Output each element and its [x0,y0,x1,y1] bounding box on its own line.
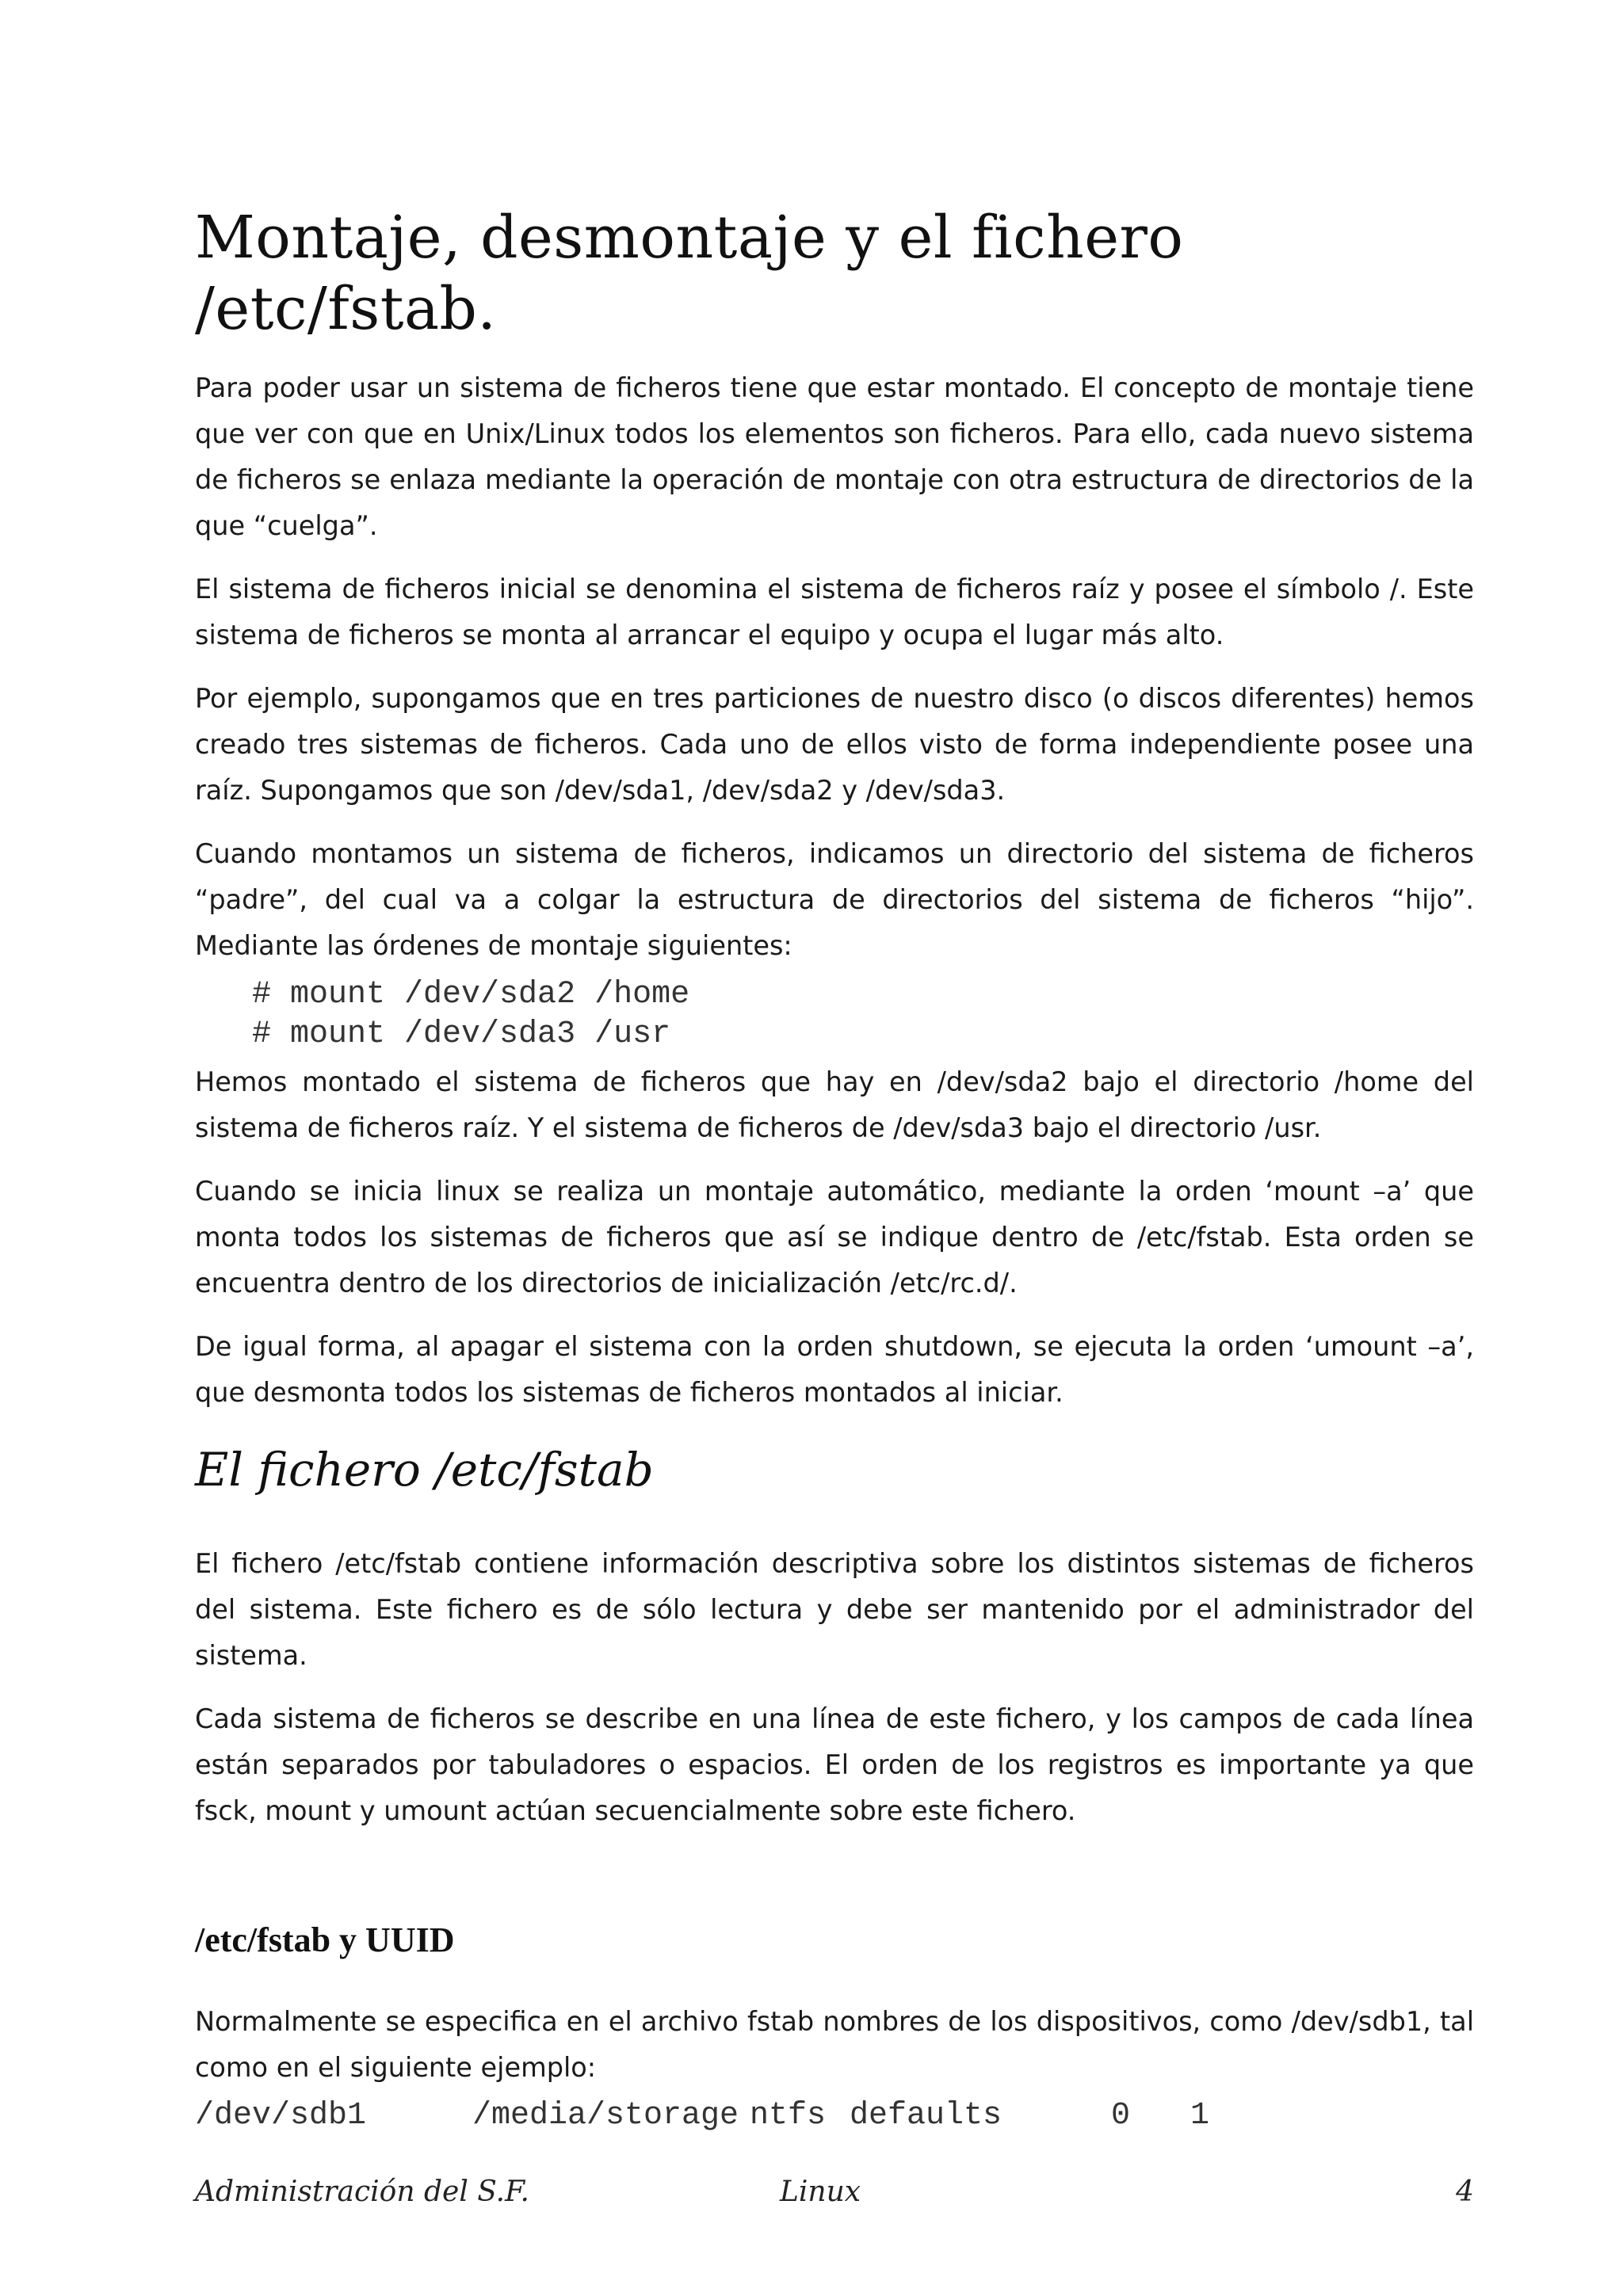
fstab-pass: 1 [1190,2098,1210,2134]
fstab-options: defaults [850,2098,1002,2134]
fstab-dump: 0 [1111,2098,1131,2134]
mount-commands-block [252,975,1474,1055]
page-title: Montaje, desmontaje y el fichero /etc/fstab. [195,204,1184,343]
fstab-mount-point: /media/storage [472,2098,739,2134]
fstab-device: /dev/sdb1 [195,2098,367,2134]
paragraph: Por ejemplo, supongamos que en tres particiones de nuestro disco (o discos diferentes) hemos creado tres sistemas de ficheros. Cada uno de ellos visto de forma independiente posee una raíz. Supongamos que son /dev/sda1, /dev/sda2 y /dev/sda3. [195,683,1474,806]
code-line: # mount /dev/sda3 /usr [252,1016,671,1052]
section-title: El fichero /etc/fstab [195,1443,654,1497]
fstab-example-line [195,2096,1474,2137]
paragraph: Hemos montado el sistema de ficheros que hay en /dev/sda2 bajo el directorio /home del sistema de ficheros raíz. Y el sistema de ficheros de /dev/sda3 bajo el directorio /usr. [195,1066,1474,1143]
paragraph: El sistema de ficheros inicial se denomina el sistema de ficheros raíz y posee el símbolo /. Este sistema de ficheros se monta al arrancar el equipo y ocupa el lugar más alto. [195,574,1474,650]
paragraph: Normalmente se especifica en el archivo fstab nombres de los dispositivos, como /dev/sdb1, tal como en el siguiente ejemplo: [195,2006,1474,2083]
paragraph: De igual forma, al apagar el sistema con la orden shutdown, se ejecuta la orden ‘umount –a’, que desmonta todos los sistemas de ficheros montados al iniciar. [195,1331,1474,1408]
paragraph: Cada sistema de ficheros se describe en una línea de este fichero, y los campos de cada línea están separados por tabuladores o espacios. El orden de los registros es importante ya que fsck, mount y umount actúan secuencialmente sobre este fichero. [195,1703,1474,1826]
paragraph: Para poder usar un sistema de ficheros tiene que estar montado. El concepto de montaje tiene que ver con que en Unix/Linux todos los elementos son ficheros. Para ello, cada nuevo sistema de ficheros se enlaza mediante la operación de montaje con otra estructura de directorios de la que “cuelga”. [195,372,1474,541]
paragraph: Cuando montamos un sistema de ficheros, indicamos un directorio del sistema de ficheros “padre”, del cual va a colgar la estructura de directorios del sistema de ficheros “hijo”. Mediante las órdenes de montaje siguientes: [195,838,1474,961]
paragraph: Cuando se inicia linux se realiza un montaje automático, mediante la orden ‘mount –a’ que monta todos los sistemas de ficheros que así se indique dentro de /etc/fstab. Esta orden se encuentra dentro de los directorios de inicialización /etc/rc.d/. [195,1176,1474,1299]
document-page [195,202,1474,2137]
code-line: # mount /dev/sda2 /home [252,977,690,1013]
footer-center: Linux [780,2176,861,2208]
paragraph: El fichero /etc/fstab contiene información descriptiva sobre los distintos sistemas de ficheros del sistema. Este fichero es de sólo lectura y debe ser mantenido por el administrador del sistema. [195,1548,1474,1671]
subsection-title: /etc/fstab y UUID [195,1920,455,1959]
fstab-type: ntfs [750,2098,827,2134]
footer-left: Administración del S.F. [195,2176,529,2208]
page-number: 4 [1456,2176,1474,2208]
page-footer [195,2176,1474,2223]
